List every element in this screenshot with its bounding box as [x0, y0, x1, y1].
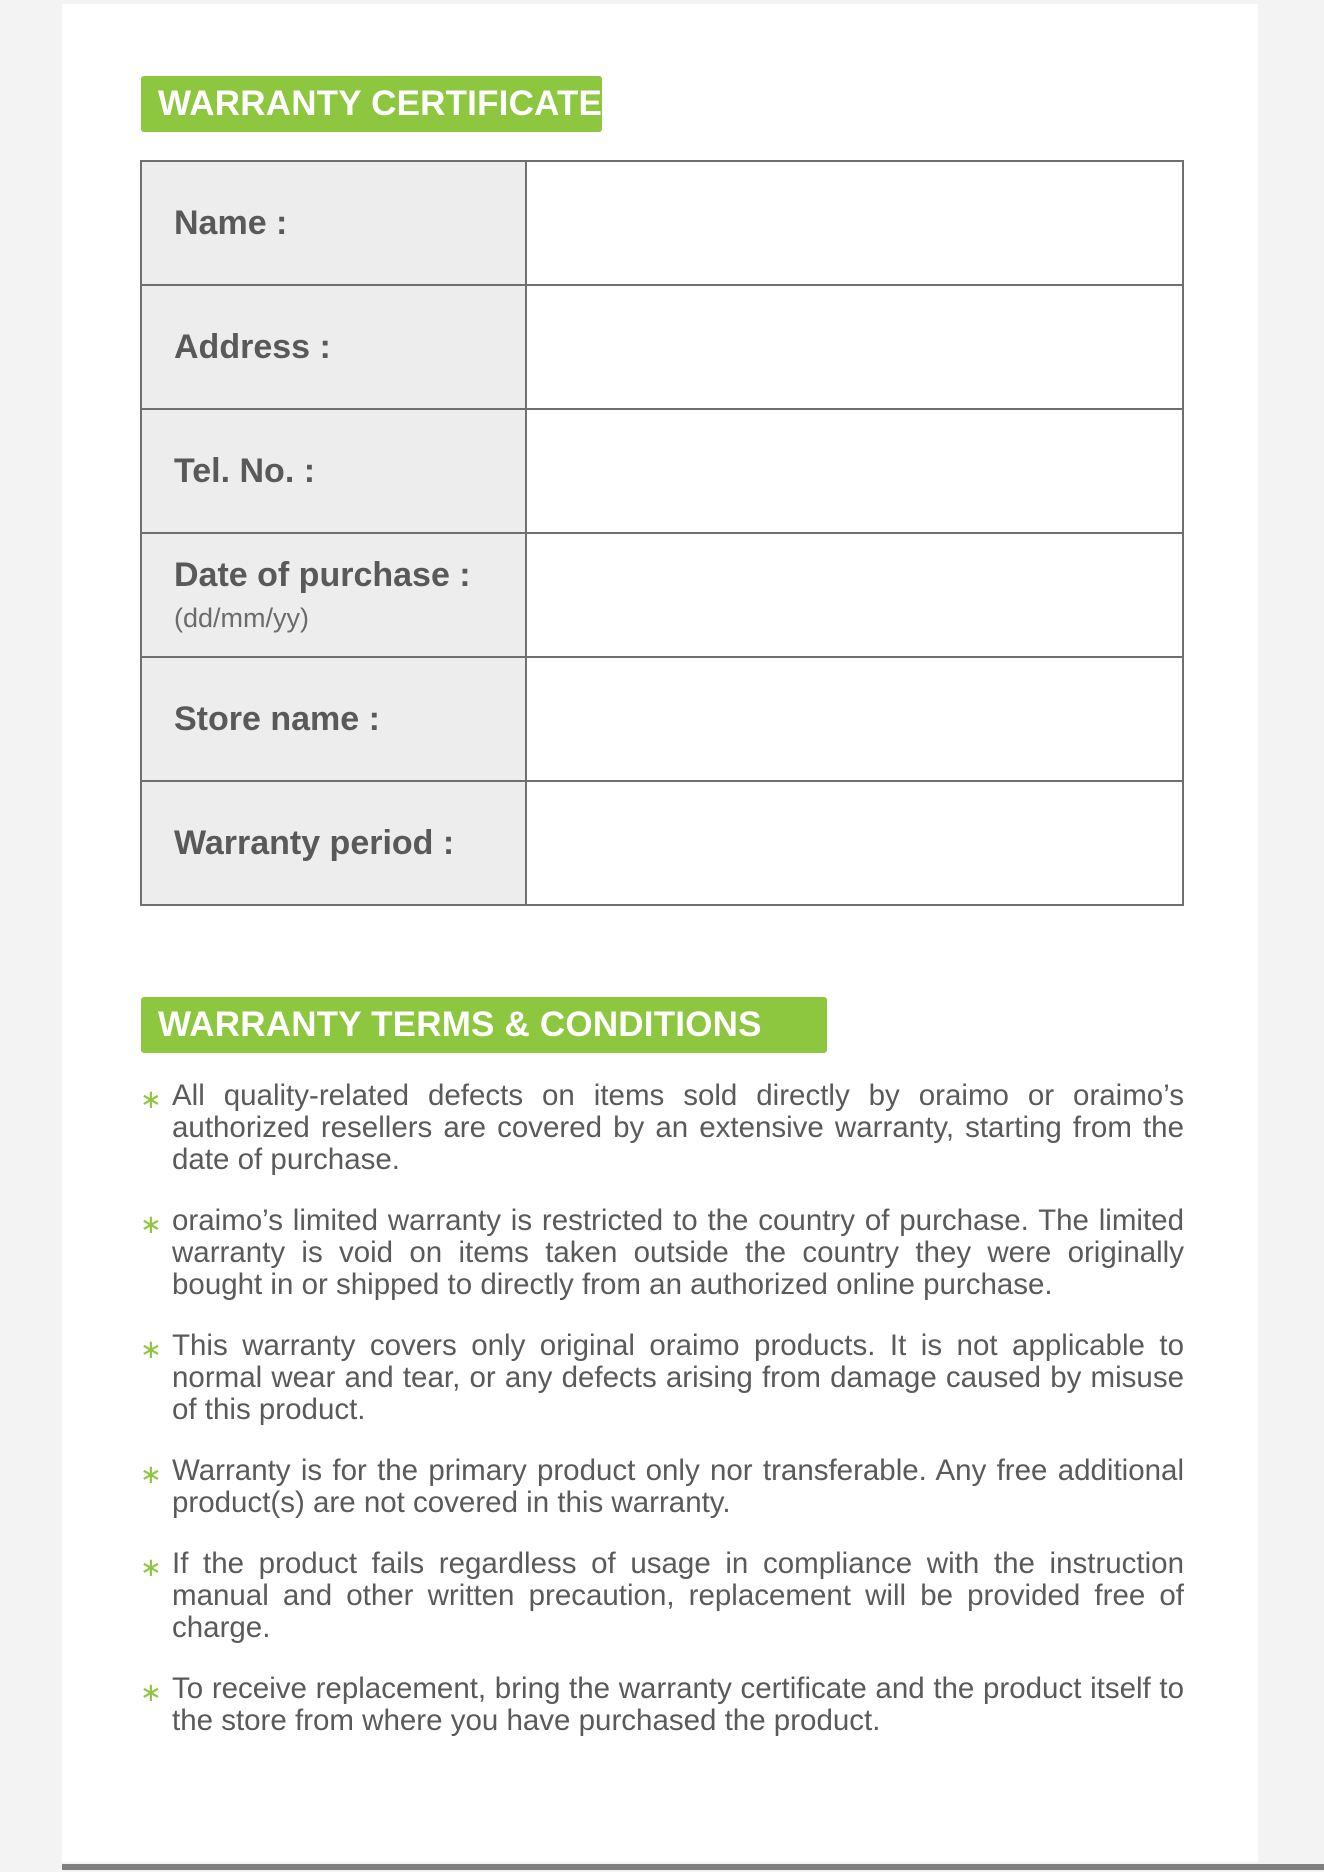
warranty-period-label-cell	[141, 781, 526, 905]
address-label: Address :	[174, 327, 331, 366]
term-text: If the product fails regardless of usage in compliance with the instruction manual and other written precaution, replacement will be provided free of charge.	[172, 1547, 1184, 1644]
form-row-warranty-period	[141, 781, 1183, 905]
date-format-hint: (dd/mm/yy)	[174, 603, 309, 633]
term-item	[140, 1548, 1184, 1644]
warranty-period-field[interactable]	[526, 781, 1183, 905]
warranty-period-label: Warranty period :	[174, 823, 455, 862]
term-text: Warranty is for the primary product only nor transferable. Any free additional product(s) are not covered in this warranty.	[172, 1454, 1184, 1519]
form-row-address	[141, 285, 1183, 409]
asterisk-icon: ∗	[140, 1209, 162, 1239]
terms-list	[140, 1080, 1184, 1766]
term-item	[140, 1080, 1184, 1176]
term-text: This warranty covers only original oraimo products. It is not applicable to normal wear and tear, or any defects arising from damage caused by misuse of this product.	[172, 1329, 1184, 1426]
warranty-certificate-heading: WARRANTY CERTIFICATE	[141, 76, 602, 132]
address-field[interactable]	[526, 285, 1183, 409]
tel-label: Tel. No. :	[174, 451, 316, 490]
page-bottom-border	[62, 1864, 1324, 1870]
term-text: To receive replacement, bring the warranty certificate and the product itself to the store from where you have purchased the product.	[172, 1672, 1184, 1737]
form-row-name	[141, 161, 1183, 285]
asterisk-icon: ∗	[140, 1334, 162, 1364]
form-row-store-name	[141, 657, 1183, 781]
warranty-certificate-form	[140, 160, 1184, 906]
term-item	[140, 1673, 1184, 1737]
asterisk-icon: ∗	[140, 1677, 162, 1707]
term-text: All quality-related defects on items sold directly by oraimo or oraimo’s authorized resellers are covered by an extensive warranty, starting from the date of purchase.	[172, 1079, 1184, 1176]
name-label: Name :	[174, 203, 288, 242]
name-label-cell	[141, 161, 526, 285]
term-item	[140, 1455, 1184, 1519]
name-field[interactable]	[526, 161, 1183, 285]
date-of-purchase-field[interactable]	[526, 533, 1183, 657]
store-name-label: Store name :	[174, 699, 380, 738]
tel-label-cell	[141, 409, 526, 533]
store-name-label-cell	[141, 657, 526, 781]
tel-field[interactable]	[526, 409, 1183, 533]
form-row-date-of-purchase	[141, 533, 1183, 657]
asterisk-icon: ∗	[140, 1552, 162, 1582]
asterisk-icon: ∗	[140, 1459, 162, 1489]
address-label-cell	[141, 285, 526, 409]
term-item	[140, 1205, 1184, 1301]
store-name-field[interactable]	[526, 657, 1183, 781]
term-text: oraimo’s limited warranty is restricted to the country of purchase. The limited warranty is void on items taken outside the country they were originally bought in or shipped to directly from an authorized online purchase.	[172, 1204, 1184, 1301]
asterisk-icon: ∗	[140, 1084, 162, 1114]
date-of-purchase-label: Date of purchase :	[174, 556, 471, 594]
term-item	[140, 1330, 1184, 1426]
form-row-tel	[141, 409, 1183, 533]
date-of-purchase-label-cell	[141, 533, 526, 657]
warranty-terms-heading: WARRANTY TERMS & CONDITIONS	[141, 997, 827, 1053]
